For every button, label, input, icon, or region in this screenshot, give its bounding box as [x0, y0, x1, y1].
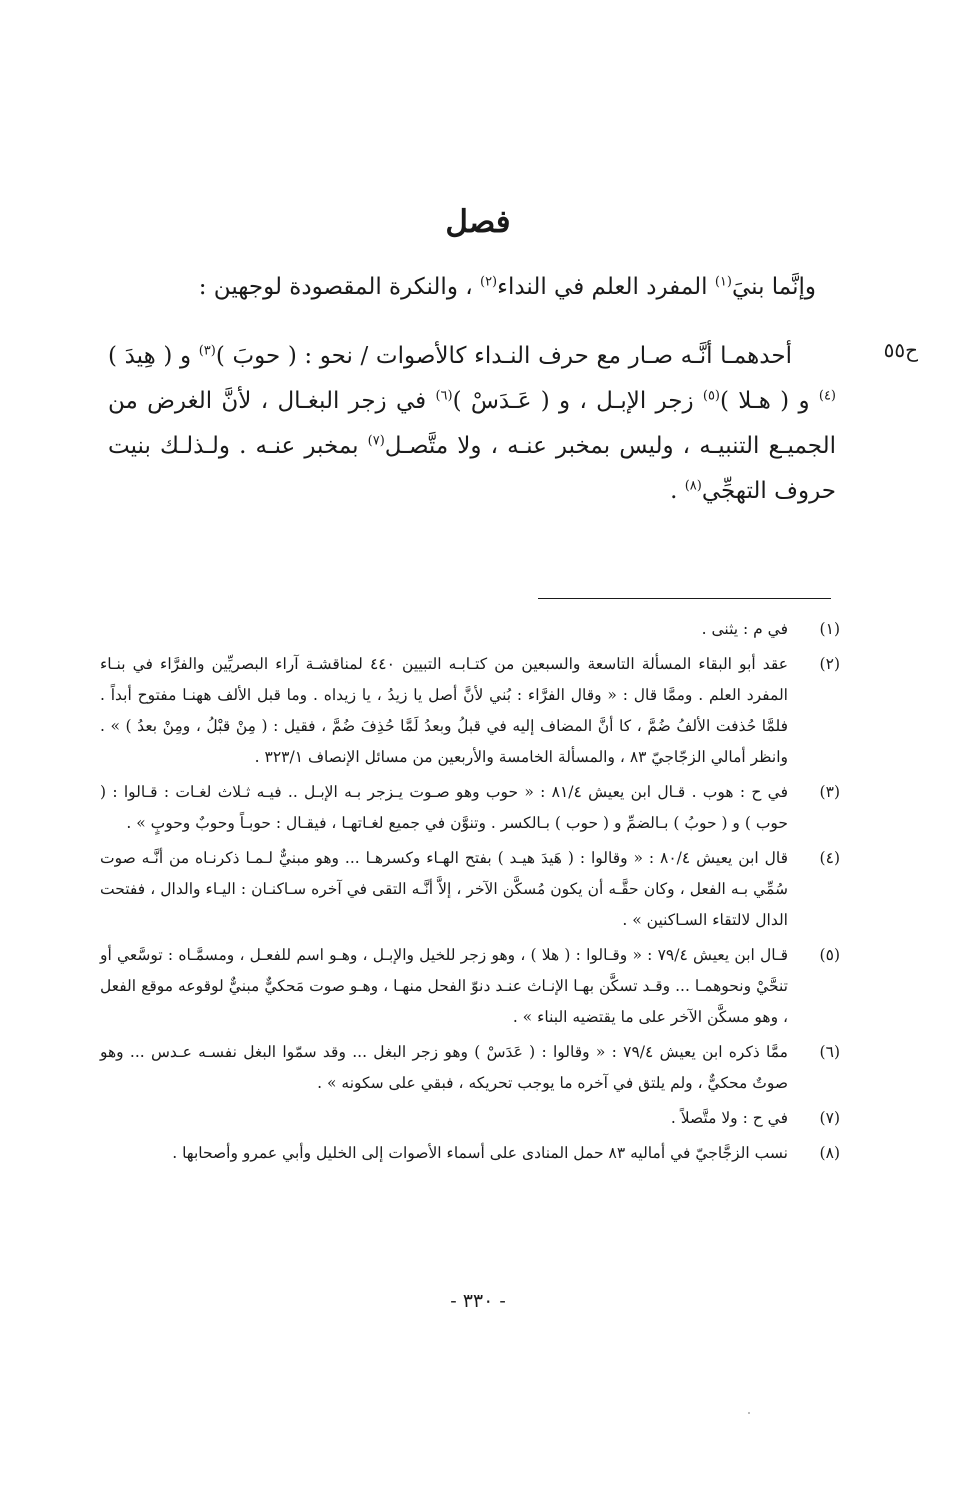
footnote-marker-5[interactable]: (٥) — [702, 388, 720, 404]
intro-text-b: المفرد العلم في النداء — [497, 274, 715, 300]
footnote — [100, 1103, 840, 1134]
footnote-marker-1[interactable]: (١) — [714, 274, 732, 290]
main-text-c: و ( هـلا ) — [720, 388, 819, 414]
footnote-marker-7[interactable]: (٧) — [367, 433, 385, 449]
footnote — [100, 614, 840, 645]
footnote-number: (٣) — [819, 783, 840, 801]
footnote-text: قـال ابن يعيش ٧٩/٤ : « وقـالوا : ( هلا ) ، وهو زجر للخيل والإبـل ، وهـو اسم للفعـل ، ومسمَّـاه : توسَّعي أو تنحَّيْ ونحوهمـا ... وقـد تسكَّن بهـا الإنـاث عنـد دنوّ الفحل منهـا ، وهـو صوت مَحكيٌّ مبنيٌّ لوقوعه موقع الفعل ، وهو مسكَّن الآخر على ما يقتضيه البناء » . — [100, 946, 788, 1026]
footnote — [100, 1037, 840, 1099]
footnote-marker-2[interactable]: (٢) — [479, 274, 498, 290]
footnote-text: عقد أبو البقاء المسألة التاسعة والسبعين من كتـابـه التبيين ٤٤٠ لمناقشـة آراء البصريِّين والفرَّاء في بنـاء المفرد العلم . وممَّا قال : « وقال الفرَّاء : بُني لأنَّ أصل يا زيدُ ، يا زيداه . وما قبل الألف ههنـا مفتوح أبداً . فلمَّا حُذفت الألفُ ضُمَّ ، كا أنَّ المضاف إليه في قبلُ وبعدُ لَمَّا حُذِفَ ضُمَّ ، فقيل : ( مِنْ قبْلُ ، ومِنْ بعدُ ) » . وانظر أمالي الزجّاجيّ ٨٣ ، والمسألة الخامسة والأربعين من مسائل الإنصاف ٣٢٣/١ . — [100, 655, 788, 766]
footnote — [100, 777, 840, 839]
footnote-text: في م : يثنى . — [701, 620, 788, 638]
intro-line — [100, 266, 816, 308]
footnote — [100, 1138, 840, 1169]
footnote-text: في ح : ولا متَّصلاً . — [670, 1109, 788, 1127]
footnote-number: (٧) — [819, 1109, 840, 1127]
footnote-number: (١) — [819, 620, 840, 638]
footnote-text: في ح : هوب . قـال ابن يعيش ٨١/٤ : « حوب وهو صـوت يـزجر بـه الإبـل .. فيـه ثـلاث لغـات : قـالوا : ( حوب ) و ( حوبُ ) بـالضمِّ و ( حوب ) بـالكسر . وتنوَّن في جميع لغـاتهـا ، فيقـال : حوبـاً وحوبٌ وحوبٍ » . — [100, 783, 788, 832]
main-text-f: بمخبر عنـه . ولـذلـك بنيت حروف التهجِّي — [108, 433, 836, 504]
footnote-text: نسب الزجَّاجيّ في أماليه ٨٣ حمل المنادى على أسماء الأصوات إلى الخليل وأبي عمرو وأصحابها . — [172, 1144, 788, 1162]
main-text-d: زجر الإبـل ، و ( عَـدَسْ ) — [452, 388, 703, 414]
main-text-e: في زجر البغـال ، لأنَّ الغرض من الجميـع التنبيـه ، وليس بمخبر عنـه ، ولا متَّصـل — [108, 388, 836, 459]
footnote-marker-6[interactable]: (٦) — [435, 388, 453, 404]
footnote-marker-3[interactable]: (٣) — [198, 343, 216, 359]
main-text-g: . — [670, 478, 685, 504]
footnotes — [100, 614, 840, 1173]
main-paragraph — [108, 334, 836, 514]
manuscript-margin-reference: ح٥٥ — [883, 338, 918, 362]
intro-text-c: ، والنكرة المقصودة لوجهين : — [198, 274, 480, 300]
footnote-marker-8[interactable]: (٨) — [684, 478, 702, 494]
scan-speck — [748, 1412, 750, 1414]
intro-text-a: وإنَّما بنيَ — [731, 274, 816, 300]
main-text-b: و ( هِيدَ ) — [108, 343, 199, 369]
footnote-text: ممَّا ذكره ابن يعيش ٧٩/٤ : « وقالوا : ( عَدَسْ ) وهو زجر البغل ... وقد سمّوا البغل نفسـه عـدس ... وهو صوتٌ محكيٌّ ، ولم يلتق في آخره ما يوجب تحريكه ، فبقي على سكونه » . — [100, 1043, 788, 1092]
footnote-number: (٤) — [819, 849, 840, 867]
footnote — [100, 940, 840, 1033]
footnote-number: (٢) — [819, 655, 840, 673]
footnote-number: (٥) — [819, 946, 840, 964]
footnote-separator — [538, 598, 831, 599]
footnote-number: (٦) — [819, 1043, 840, 1061]
section-heading: فصل — [445, 204, 511, 240]
footnote — [100, 843, 840, 936]
footnote-number: (٨) — [819, 1144, 840, 1162]
main-text-a: أحدهمـا أنَّـه صـار مع حرف النـداء كالأصوات / نحو : ( حوبَ ) — [215, 343, 792, 369]
footnote-marker-4[interactable]: (٤) — [818, 388, 836, 404]
page-number: - ٣٣٠ - — [450, 1290, 506, 1312]
footnote-text: قال ابن يعيش ٨٠/٤ : « وقالوا : ( هَيدَ هيـد ) بفتح الهـاء وكسرهـا ... وهو مبنيٌّ لـمـا ذكرنـاه من أنَّـه صوت سُمِّي بـه الفعل ، وكان حقَّـه أن يكون مُسكَّن الآخر ، إلاَّ أنَّـه التقى في آخره سـاكنـان : اليـاء والدال ، ففتحت الدال لالتقاء السـاكنين » . — [100, 849, 788, 929]
footnote — [100, 649, 840, 773]
